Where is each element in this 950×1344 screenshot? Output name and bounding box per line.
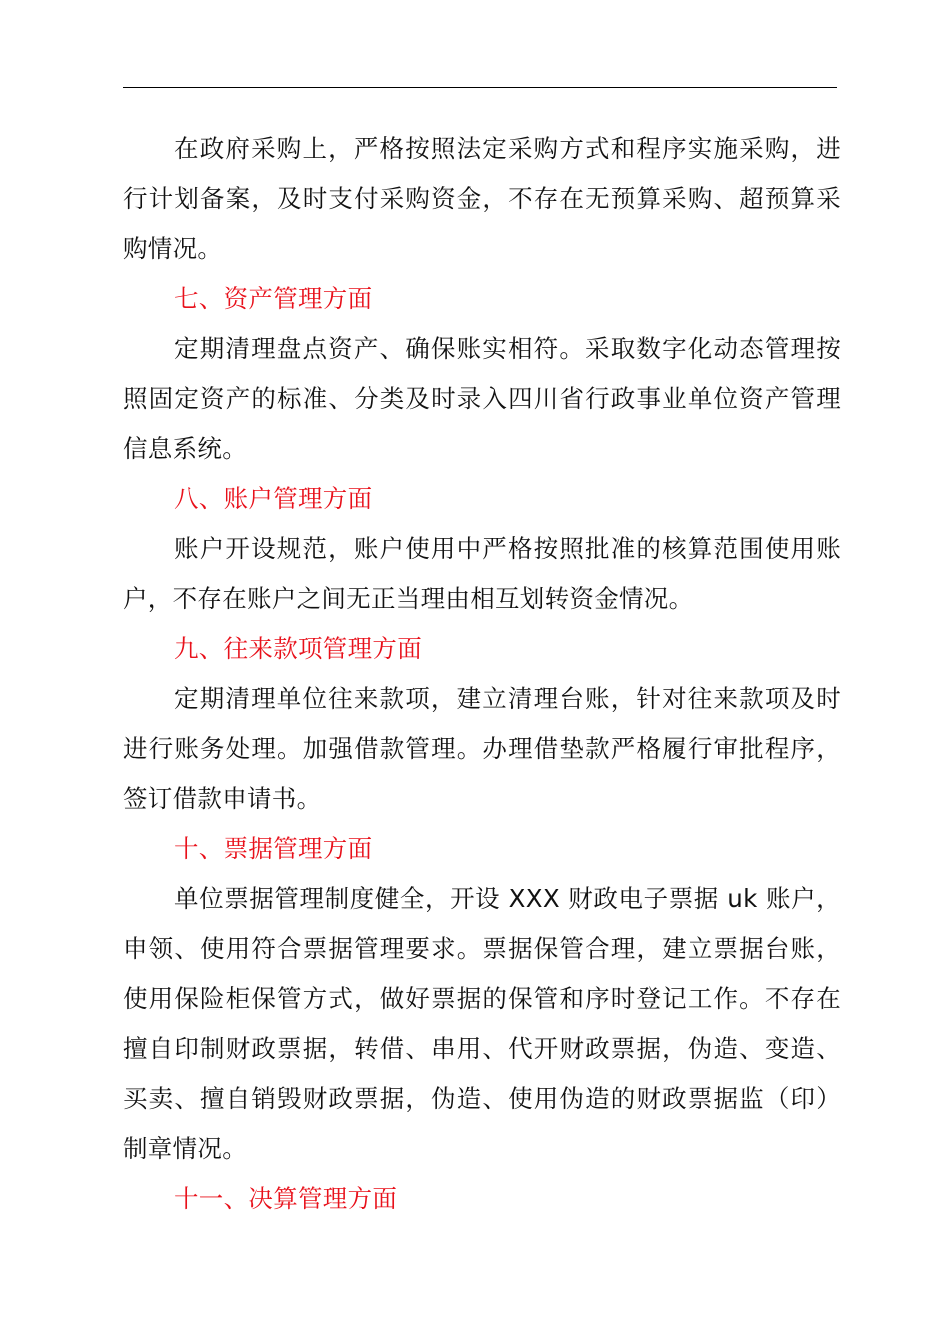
header-rule [123, 87, 837, 88]
document-body [123, 124, 841, 1224]
heading-asset-management: 七、资产管理方面 [174, 284, 373, 313]
paragraph-account-management: 账户开设规范，账户使用中严格按照批准的核算范围使用账户，不存在账户之间无正当理由相互划转资金情况。 [123, 534, 841, 613]
paragraph-invoice-management: 单位票据管理制度健全，开设 XXX 财政电子票据 uk 账户，申领、使用符合票据管理要求。票据保管合理，建立票据台账，使用保险柜保管方式，做好票据的保管和序时登记工作。不存在擅自印制财政票据，转借、串用、代开财政票据，伪造、变造、买卖、擅自销毁财政票据，伪造、使用伪造的财政票据监（印）制章情况。 [123, 884, 841, 1163]
paragraph-receivables-management: 定期清理单位往来款项，建立清理台账，针对往来款项及时进行账务处理。加强借款管理。办理借垫款严格履行审批程序，签订借款申请书。 [123, 684, 841, 813]
paragraph-procurement: 在政府采购上，严格按照法定采购方式和程序实施采购，进行计划备案，及时支付采购资金，不存在无预算采购、超预算采购情况。 [123, 134, 841, 263]
paragraph-asset-management: 定期清理盘点资产、确保账实相符。采取数字化动态管理按照固定资产的标准、分类及时录入四川省行政事业单位资产管理信息系统。 [123, 334, 841, 463]
heading-receivables-management: 九、往来款项管理方面 [174, 634, 422, 663]
heading-account-management: 八、账户管理方面 [174, 484, 373, 513]
heading-final-accounts-management: 十一、决算管理方面 [174, 1184, 398, 1213]
heading-invoice-management: 十、票据管理方面 [174, 834, 373, 863]
